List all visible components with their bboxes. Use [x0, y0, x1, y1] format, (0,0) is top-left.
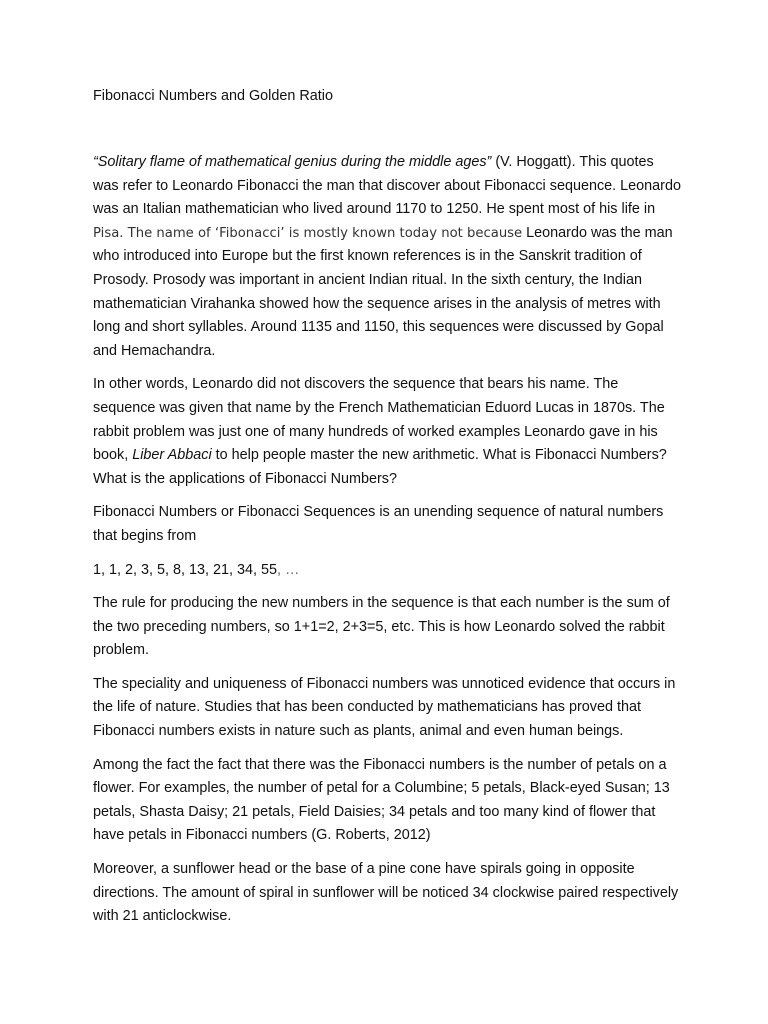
hoggatt-quote: “Solitary flame of mathematical genius during the middle ages” — [93, 154, 492, 170]
paragraph-intro-text-2: Pisa. The name of ‘Fibonacci’ is mostly known today not because — [93, 225, 523, 241]
paragraph-sequence — [93, 559, 683, 583]
liber-abbaci-title: Liber Abbaci — [132, 447, 212, 464]
paragraph-nature: The speciality and uniqueness of Fibonacci numbers was unnoticed evidence that occurs in the life of nature. Studies that has been conducted by mathematicians has proved that Fibonacci numbers exists in nature such as plants, animal and even human beings. — [93, 675, 676, 740]
sequence-numbers: 1, 1, 2, 3, 5, 8, 13, 21, 34, 55 — [93, 561, 278, 578]
paragraph-lucas — [93, 373, 683, 491]
paragraph-intro-text-1: (V. Hoggatt). This quotes was refer to Leonardo Fibonacci the man that discover about Fibonacci sequence. Leonardo was an Italian mathematician who lived around 1170 to 1250. He spent most of his life in — [93, 154, 681, 218]
paragraph-intro — [93, 151, 683, 363]
paragraph-petals: Among the fact the fact that there was the Fibonacci numbers is the number of petals on a flower. For examples, the number of petal for a Columbine; 5 petals, Black-eyed Susan; 13 petals, Shasta Daisy; 21 petals, Field Daisies; 34 petals and too many kind of flower that have petals in Fibonacci numbers (G. Roberts, 2012) — [93, 756, 670, 844]
paragraph-definition: Fibonacci Numbers or Fibonacci Sequences is an unending sequence of natural numbers that begins from — [93, 504, 664, 544]
paragraph-lucas-text-2: to help people master the new arithmetic. What is Fibonacci Numbers? What is the applications of Fibonacci Numbers? — [93, 447, 667, 487]
paragraph-sunflower: Moreover, a sunflower head or the base of a pine cone have spirals going in opposite directions. The amount of spiral in sunflower will be noticed 34 clockwise paired respectively with 21 anticlockwise. — [93, 861, 679, 925]
paragraph-lucas-text-1: In other words, Leonardo did not discovers the sequence that bears his name. The sequence was given that name by the French Mathematician Eduord Lucas in 1870s. The rabbit problem was just one of many hundreds of worked examples Leonardo gave in his book, — [93, 376, 665, 464]
document-title: Fibonacci Numbers and Golden Ratio — [93, 88, 333, 104]
document-body — [93, 86, 683, 939]
paragraph-intro-text-3: Leonardo was the man who introduced into Europe but the first known references is in the Sanskrit tradition of Prosody. Prosody was important in ancient Indian ritual. In the sixth century, the Indian mathematician Virahanka showed how the sequence arises in the analysis of metres with long and short syllables. Around 1135 and 1150, this sequences were discussed by Gopal and Hemachandra. — [93, 224, 673, 359]
sequence-ellipsis: , … — [277, 561, 300, 578]
paragraph-rule: The rule for producing the new numbers in the sequence is that each number is the sum of the two preceding numbers, so 1+1=2, 2+3=5, etc. This is how Leonardo solved the rabbit problem. — [93, 595, 670, 659]
